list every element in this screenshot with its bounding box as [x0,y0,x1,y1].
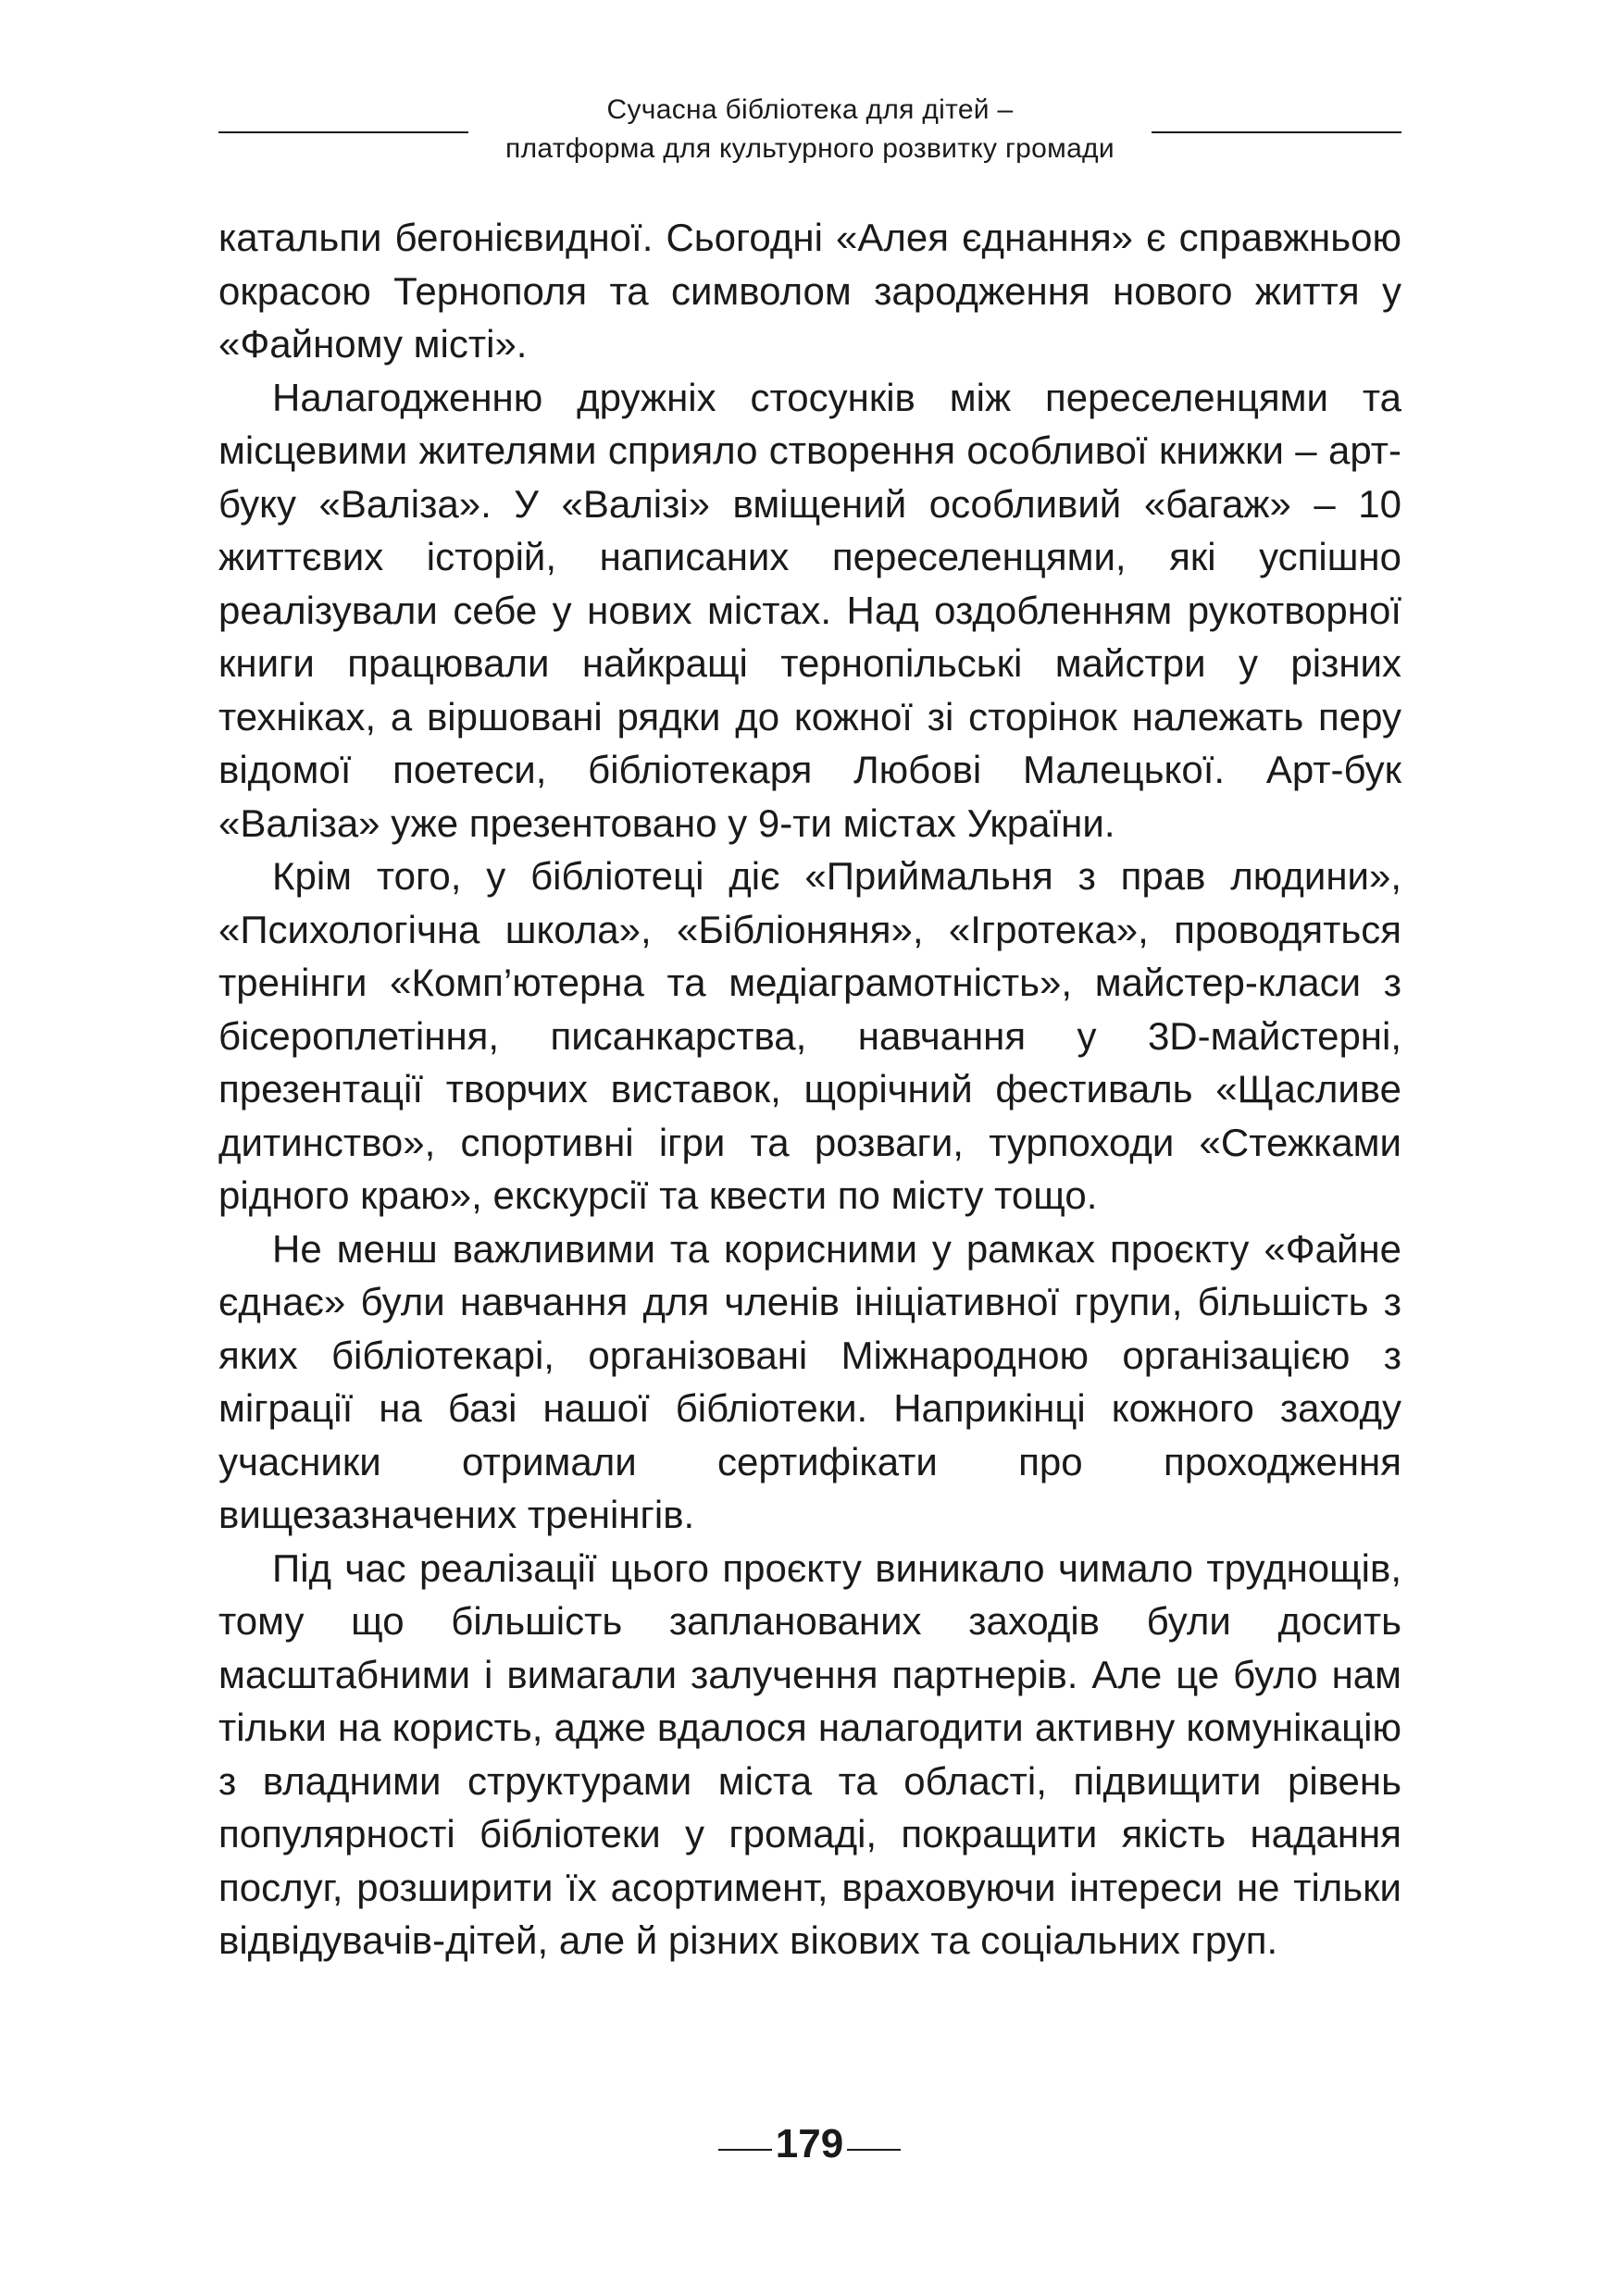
paragraph-4: Не менш важливими та корисними у рамках проєкту «Файне єднає» були навчання для членів ініціативної групи, більшість з яких бібліотекарі, організовані Міжнародною організацією з міграції на базі нашої бібліотеки. Наприкінці кожного заходу учасники отримали сертифікати про проходження вищезазначених тренінгів. [218,1226,1401,1536]
paragraph-2: Налагодженню дружніх стосунків між переселенцями та місцевими жителями сприяло створення особливої книжки – арт-буку «Валіза». У «Валізі» вміщений особливий «багаж» – 10 життєвих історій, написаних переселенцями, які успішно реалізували себе у нових містах. Над оздобленням рукотворної книги працювали найкращі тернопільські майстри у різних техніках, а віршовані рядки до кожної зі сторінок належать перу відомої поетеси, бібліотекаря Любові Малецької. Арт-бук «Валіза» уже презентовано у 9-ти містах України. [218,375,1401,845]
header-line-2: платформа для культурного розвитку громади [505,133,1115,164]
paragraph-5: Під час реалізації цього проєкту виникало чимало труднощів, тому що більшість запланованих заходів були досить масштабними і вимагали залучення партнерів. Але це було нам тільки на користь, адже вдалося налагодити активну комунікацію з владними структурами міста та області, підвищити рівень популярності бібліотеки у громаді, покращити якість надання послуг, розширити їх асортимент, враховуючи інтереси не тільки відвідувачів-дітей, але й різних вікових та соціальних груп. [218,1545,1401,1962]
header-rule-left [218,131,468,133]
page-body [218,211,1401,1967]
paragraph-1: катальпи бегонієвидної. Сьогодні «Алея єднання» є справжньою окрасою Тернополя та символом зародження нового життя у «Файному місті». [218,216,1401,366]
running-header [218,91,1401,174]
header-line-1: Сучасна бібліотека для дітей – [606,94,1014,125]
page-number: 179 [775,2121,844,2166]
running-header-title [468,91,1152,168]
footer-rule-right [847,2149,901,2151]
page-footer [0,2121,1619,2167]
footer-rule-left [718,2149,772,2151]
paragraph-3: Крім того, у бібліотеці діє «Приймальня з прав людини», «Психологічна школа», «Бібліоняня», «Ігротека», проводяться тренінги «Комп’ютерна та медіаграмотність», майстер-класи з бісероплетіння, писанкарства, навчання у 3D-майстерні, презентації творчих виставок, щорічний фестиваль «Щасливе дитинство», спортивні ігри та розваги, турпоходи «Стежками рідного краю», екскурсії та квести по місту тощо. [218,854,1401,1217]
header-rule-right [1152,131,1401,133]
